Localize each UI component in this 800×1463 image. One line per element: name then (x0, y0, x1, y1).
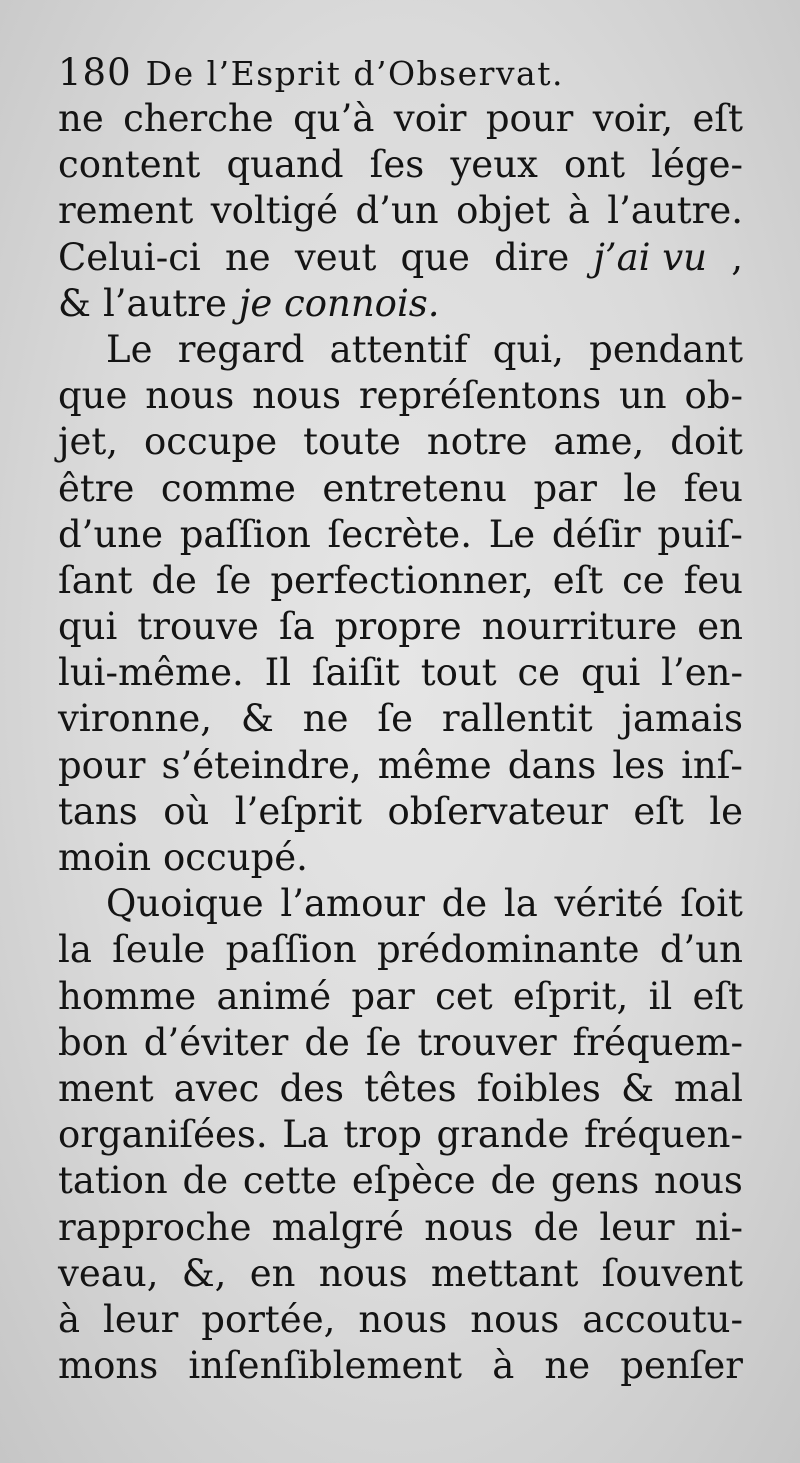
word: inſenſiblement (188, 1344, 463, 1388)
text-line (58, 558, 743, 604)
word: paſſion (179, 512, 311, 556)
word: ſes (369, 143, 425, 187)
word: de (182, 1159, 229, 1203)
word: l’autre. (607, 189, 743, 233)
word: ame, (553, 420, 645, 464)
text-line (58, 1066, 743, 1112)
page-text (58, 50, 743, 1389)
word: nous (318, 1251, 408, 1295)
word: pour (58, 743, 146, 787)
word: feu (683, 558, 743, 602)
body-text (58, 96, 743, 1389)
word: de (304, 1020, 350, 1064)
text-line (58, 466, 743, 512)
word: cet (435, 974, 493, 1018)
word: nourriture (481, 605, 678, 649)
word: ſecrète. (327, 512, 472, 556)
word: le (709, 789, 743, 833)
text-line (58, 881, 743, 927)
text-line (58, 650, 743, 696)
text-line (58, 1343, 743, 1389)
word: entretenu (322, 466, 507, 510)
word: Le (488, 512, 536, 556)
word: tout (420, 651, 497, 695)
word: quand (226, 143, 344, 187)
word: content (58, 143, 201, 187)
word: qui, (492, 327, 564, 371)
word: qu’à (293, 97, 375, 140)
word: l’en- (661, 651, 743, 695)
running-title: De l’Esprit d’Observat. (145, 54, 564, 93)
word: les (612, 743, 666, 787)
text-line (58, 743, 743, 789)
word: penſer (620, 1344, 743, 1388)
word: yeux (450, 143, 538, 187)
word: ment (58, 1066, 154, 1110)
word: des (279, 1066, 345, 1110)
word: lui-même. (58, 651, 244, 695)
word: fréquem- (572, 1020, 743, 1064)
word: vironne, (58, 697, 213, 741)
word: avec (173, 1066, 260, 1110)
word: à (58, 1297, 81, 1341)
word: trop (343, 1113, 422, 1157)
word: jamais (621, 697, 743, 741)
text-line (58, 281, 743, 327)
word: Il (264, 651, 292, 695)
word: ſeule (112, 928, 206, 972)
word: comme (160, 466, 296, 510)
word: & (240, 697, 274, 741)
word: nous (424, 1205, 514, 1249)
word: & (58, 281, 91, 325)
word: notre (426, 420, 528, 464)
word: même (377, 743, 492, 787)
word: grande (436, 1113, 570, 1157)
word: par (351, 974, 415, 1018)
word: ſe (377, 697, 413, 741)
text-line (58, 789, 743, 835)
word: feu (683, 466, 743, 510)
word: regard (177, 327, 305, 371)
word: trouve (137, 605, 259, 649)
text-line (58, 96, 743, 142)
word: le (623, 466, 658, 510)
word: ne (302, 697, 349, 741)
word: s’éteindre, (161, 743, 362, 787)
text-line (58, 188, 743, 234)
word: nous (654, 1159, 743, 1203)
word: leur (103, 1297, 179, 1341)
word: qui (58, 605, 118, 649)
word: ſe (365, 1020, 402, 1064)
word: occupé. (163, 836, 308, 879)
word: où (163, 789, 210, 833)
word: mal (674, 1066, 743, 1110)
word: accoutu- (582, 1297, 743, 1341)
word: j’ai vu (593, 235, 708, 279)
word: nous (252, 374, 342, 418)
text-line (58, 327, 743, 373)
text-line (58, 1158, 743, 1204)
word: ne (224, 235, 271, 279)
page-number: 180 (58, 51, 132, 94)
word: objet (456, 189, 551, 233)
word: je connois. (238, 281, 440, 325)
word: ce (622, 558, 665, 602)
word: ſoit (680, 882, 743, 926)
text-line (58, 927, 743, 973)
word: La (282, 1113, 329, 1157)
word: d’un (659, 928, 743, 972)
word: ſa (278, 605, 315, 649)
word: pour (485, 97, 574, 140)
word: doit (670, 420, 743, 464)
word: qui (580, 651, 641, 695)
word: ont (564, 143, 626, 187)
word: nous (145, 374, 235, 418)
word: déſir (551, 512, 641, 556)
text-line (58, 1251, 743, 1297)
word: de (490, 1159, 537, 1203)
word: têtes (364, 1066, 457, 1110)
word: d’éviter (143, 1020, 289, 1064)
word: par (533, 466, 597, 510)
word: eſt (633, 789, 684, 833)
word: la (58, 928, 92, 972)
word: veau, (58, 1251, 159, 1295)
word: de (151, 558, 197, 602)
word: l’autre (102, 281, 227, 325)
word: cherche (123, 97, 274, 140)
word: voir, (592, 97, 674, 140)
word: vérité (554, 882, 664, 926)
word: trouver (417, 1020, 557, 1064)
word: gens (550, 1159, 640, 1203)
text-line (58, 604, 743, 650)
word: en (249, 1251, 296, 1295)
word: mons (58, 1344, 159, 1388)
word: , (731, 235, 743, 279)
word: à (492, 1344, 515, 1388)
word: obſervateur (387, 789, 608, 833)
word: ne (58, 97, 104, 140)
word: un (618, 374, 667, 418)
word: perfectionner, (270, 558, 534, 602)
word: tans (58, 789, 138, 833)
text-line (58, 696, 743, 742)
word: d’une (58, 512, 164, 556)
word: rement (58, 189, 194, 233)
text-line (58, 235, 743, 281)
word: Le (106, 327, 153, 371)
running-head (58, 50, 743, 96)
text-line (58, 1205, 743, 1251)
word: dire (494, 235, 570, 279)
word: occupe (144, 420, 278, 464)
text-line (58, 512, 743, 558)
text-line (58, 835, 743, 881)
text-line (58, 1112, 743, 1158)
word: ni- (694, 1205, 743, 1249)
word: rapproche (58, 1205, 252, 1249)
word: tation (58, 1159, 168, 1203)
word: de (533, 1205, 580, 1249)
word: de (441, 882, 488, 926)
word: pendant (589, 327, 743, 371)
word: ſe (215, 558, 252, 602)
word: voir (393, 97, 467, 140)
word: il (648, 974, 673, 1018)
text-line (58, 142, 743, 188)
word: à (567, 189, 590, 233)
word: homme (58, 974, 197, 1018)
word: la (503, 882, 538, 926)
word: ſaiſit (311, 651, 400, 695)
word: leur (599, 1205, 675, 1249)
word: mettant (430, 1251, 579, 1295)
word: fréquen- (583, 1113, 743, 1157)
word: moin (58, 836, 152, 879)
word: ob- (684, 374, 743, 418)
word: ſant (58, 558, 133, 602)
word: Celui-ci (58, 235, 201, 279)
word: que (58, 374, 128, 418)
word: dans (507, 743, 597, 787)
word: &, (181, 1251, 227, 1295)
word: l’eſprit (234, 789, 362, 833)
text-line (58, 373, 743, 419)
word: malgré (271, 1205, 405, 1249)
word: Quoique (106, 882, 264, 926)
word: ſouvent (601, 1251, 743, 1295)
word: être (58, 466, 135, 510)
word: que (400, 235, 470, 279)
word: repréſentons (358, 374, 602, 418)
text-line (58, 974, 743, 1020)
word: eſpèce (351, 1159, 476, 1203)
word: prédominante (376, 928, 640, 972)
text-line (58, 419, 743, 465)
word: & (621, 1066, 654, 1110)
word: eſprit, (512, 974, 629, 1018)
word: eſt (692, 974, 743, 1018)
word: foibles (476, 1066, 601, 1110)
word: portée, (201, 1297, 336, 1341)
word: voltigé (210, 189, 339, 233)
word: attentif (329, 327, 468, 371)
word: l’amour (280, 882, 425, 926)
word: d’un (355, 189, 439, 233)
word: rallentit (441, 697, 593, 741)
word: nous (358, 1297, 448, 1341)
word: cette (242, 1159, 338, 1203)
word: nous (470, 1297, 560, 1341)
word: animé (216, 974, 332, 1018)
word: eſt (552, 558, 604, 602)
text-line (58, 1297, 743, 1343)
word: ne (544, 1344, 591, 1388)
word: eſt (692, 97, 743, 140)
word: lége- (651, 143, 743, 187)
word: paſſion (225, 928, 357, 972)
word: jet, (58, 420, 118, 464)
text-line (58, 1020, 743, 1066)
word: ce (517, 651, 561, 695)
word: puiſ- (657, 512, 743, 556)
word: propre (334, 605, 462, 649)
word: en (697, 605, 743, 649)
word: veut (294, 235, 377, 279)
word: bon (58, 1020, 128, 1064)
word: organiſées. (58, 1113, 268, 1157)
word: inſ- (681, 743, 743, 787)
word: toute (303, 420, 401, 464)
